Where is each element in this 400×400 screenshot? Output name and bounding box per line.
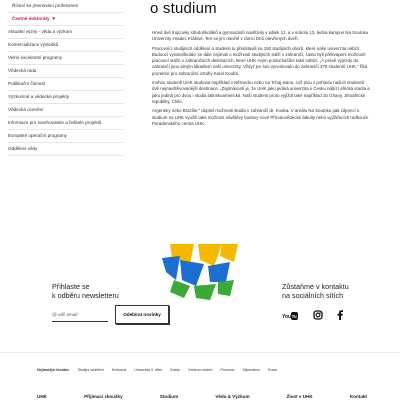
footer-col-uhk[interactable]: UHK (37, 394, 47, 399)
social-icons (282, 310, 352, 322)
article-body (152, 30, 372, 130)
quick-links (37, 368, 277, 372)
svg-text:You: You (282, 314, 292, 320)
quick-link[interactable]: Koleje (170, 368, 180, 372)
sidebar-item-calls[interactable] (8, 26, 123, 39)
sidebar-item-label: Řízení ke jmenování profesorem (12, 3, 79, 8)
sidebar-item-excellent-programs[interactable] (8, 52, 123, 65)
sidebar-item-label: Odděleni vědy (8, 146, 38, 151)
subscribe-button[interactable]: Odebírat novinky (115, 305, 169, 324)
sidebar-item-label: Evropské operační programy (8, 133, 67, 138)
social-title-line: na sociálních sítích (282, 291, 344, 300)
sidebar-item-professor[interactable] (8, 0, 123, 13)
svg-text:Tu: Tu (291, 314, 297, 319)
footer-col-science[interactable]: Věda & Výzkum (215, 394, 250, 399)
sidebar-item-label: Výzkumné a vědecké projekty (8, 94, 70, 99)
sidebar-item-label: Čestné doktoráty (12, 16, 50, 21)
sidebar-item-honorary-doctorates[interactable] (8, 13, 123, 26)
sidebar-item-label: Velmi excelentní programy (8, 55, 63, 60)
quick-link[interactable]: Knihovna (111, 368, 127, 372)
newsletter-title (52, 282, 119, 300)
quick-link[interactable]: Promoce (220, 368, 235, 372)
instagram-icon[interactable] (313, 310, 323, 320)
sidebar-item-projects[interactable] (8, 91, 123, 104)
chevron-down-icon: ▾ (52, 16, 56, 22)
article-paragraph: Pracovníci studijních oddělení a studenti tu představili na 150 studijních oborů, které naše univerzita nabízí. Budoucí vysokoškoláci se dále zajímali o možnosti studijních stáží v zahraničí, často byli překvapeni možností pracovní stáže v zahraničních destinacích, které UHK svým posluchačům také nabízí. „A právě výjezdy do zahraničí jsou silným lákadlem naší univerzity. Vždyť jen loni vycestovalo do zahraničí 379 studentů UHK," říká prorektor pro zahraniční vztahy Karel Kouba. (152, 45, 368, 76)
quick-link[interactable]: Studijní oddělení (77, 368, 104, 372)
footer-col-life[interactable]: Život v UHK (286, 394, 313, 399)
sidebar-item-awards[interactable] (8, 104, 123, 117)
newsletter-title-line: Přihlaste se (52, 282, 90, 291)
sidebar-item-eu-programs[interactable] (8, 130, 123, 143)
sidebar-item-label: Aktuální výzvy - věda a výzkum (8, 29, 73, 34)
social-title-line: Zůstaňme v kontaktu (282, 282, 349, 291)
sidebar-item-label: Vědecká rada (8, 68, 37, 73)
quick-link[interactable]: Praxe (267, 368, 278, 372)
article-paragraph: mohou studenti UHK studovat například v Německu nebo na Tchaj-wanu, což jsou z pohledu našich studentů dvě nejnavštěvovanější destinace. „Zajímavostí je, že UHK jako jediná univerzita v Česku nabízí africká studia a jako jediná pro dvou i studia latinskoamerická. Naši studenti proto vyjíždí také například do Ghany, Jihoafrické republiky, Chile. (152, 80, 370, 104)
page-title: o studium (150, 0, 217, 17)
sidebar-nav (8, 0, 123, 156)
email-field[interactable]: @ váš email (52, 309, 108, 322)
footer-col-study[interactable]: Studium (159, 394, 179, 399)
sidebar-item-publications[interactable] (8, 78, 123, 91)
divider (0, 352, 400, 353)
sidebar-item-label: Informace pro navrhovatele a řešitele projektů (8, 120, 102, 125)
footer-columns (37, 394, 367, 399)
sidebar-item-commercialization[interactable] (8, 39, 123, 52)
footer-col-admissions[interactable]: Přijímací zkoušky (84, 394, 123, 399)
article-paragraph: Hned dvě trojcovky středoškoláků a gymnazistů navštívily v pátek 12. a v sobotu 13. ledna kampus Na Soutoku Univerzity Hradec Králové. Ten se jim otevřel v rámci Dnů otevřených dveří. (152, 30, 369, 42)
social-title (282, 282, 349, 300)
sidebar-item-info-applicants[interactable] (8, 117, 123, 130)
newsletter-title-line: k odběru newsletteru (52, 291, 119, 300)
decorative-graphic (160, 242, 240, 300)
sidebar-item-label: Publikační činnost (8, 81, 46, 86)
sidebar-item-label: Komercializace výsledků (8, 42, 59, 47)
quick-links-label: Nejčastější hledáte: (37, 368, 70, 372)
youtube-icon[interactable] (282, 311, 298, 321)
article-paragraph: Argentiny nebo Brazílie," doplnil možnosti studia v zahraničí dr. Kouba. V areálu Na Soutoku pak zájemci o studium na UHK využili také možnost návštěvy budovy nové Přírodovědecké fakulty nebo vyjížďecích radkouče Poradenského centra UHK. (152, 108, 369, 126)
sidebar-item-science-dept[interactable] (8, 143, 123, 156)
sidebar-item-scientific-board[interactable] (8, 65, 123, 78)
facebook-icon[interactable] (336, 310, 344, 320)
quick-link[interactable]: Centrum služeb (187, 368, 213, 372)
quick-link[interactable]: Stipendium (242, 368, 260, 372)
sidebar-item-label: Vědecká ocenění (8, 107, 44, 112)
quick-link[interactable]: Univerzita 3. věku (134, 368, 163, 372)
footer-col-contact[interactable]: Kontakt (349, 394, 367, 399)
